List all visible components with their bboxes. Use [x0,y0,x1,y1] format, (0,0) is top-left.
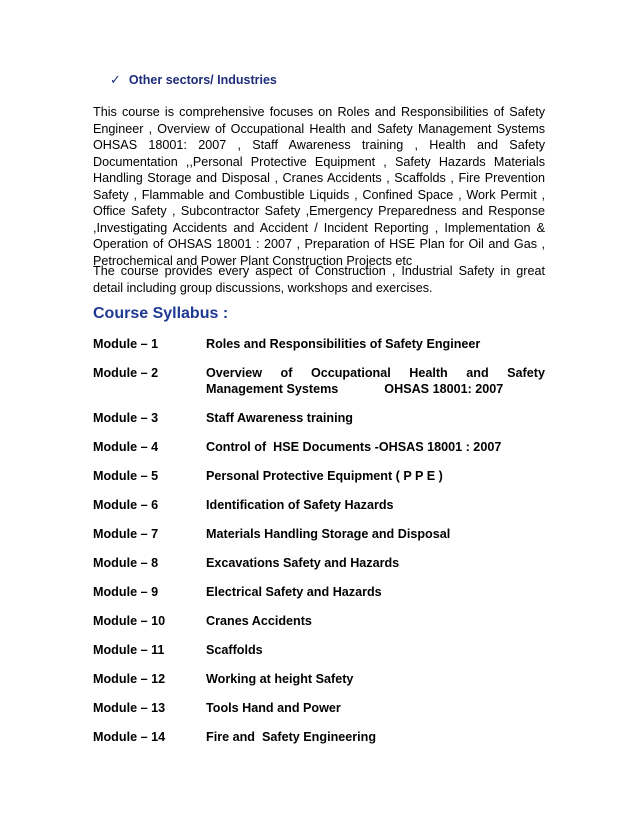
module-row [93,671,545,687]
module-row [93,700,545,716]
module-row [93,526,545,542]
module-number: Module – 3 [93,411,159,425]
module-title: Personal Protective Equipment ( P P E ) [206,469,443,483]
module-title: Scaffolds [206,643,263,657]
module-title: Control of HSE Documents -OHSAS 18001 : 2007 [206,440,502,454]
module-row [93,410,545,426]
module-title-part: Management Systems [206,382,339,396]
module-title [206,365,545,397]
module-title: Electrical Safety and Hazards [206,585,382,599]
module-number: Module – 10 [93,614,166,628]
module-number: Module – 2 [93,366,159,380]
module-title-part: OHSAS 18001: 2007 [384,382,504,396]
module-row [93,468,545,484]
intro-paragraph: This course is comprehensive focuses on Roles and Responsibilities of Safety Engineer , Overview of Occupational Health and Safety Management Systems OHSAS 18001: 2007 , Staff Awareness training , Health and Safety Documentation ,,Personal Protective Equipment , Safety Hazards Materials Handling Storage and Disposal , Cranes Accidents , Scaffolds , Fire Prevention Safety , Flammable and Combustible Liquids , Confined Space , Work Permit , Office Safety , Subcontractor Safety ,Emergency Preparedness and Response ,Investigating Accidents and Accident / Incident Reporting , Implementation & Operation of OHSAS 18001 : 2007 , Preparation of HSE Plan for Oil and Gas , Petrochemical and Power Plant Construction Projects etc [93,105,545,268]
module-title-word: of [280,366,293,380]
course-description-paragraph: The course provides every aspect of Construction , Industrial Safety in great detail including group discussions, workshops and exercises. [93,264,545,295]
module-row [93,365,545,397]
module-title: Staff Awareness training [206,411,353,425]
checkmark-icon: ✓ [110,72,121,87]
module-row [93,729,545,745]
sector-heading: Other sectors/ Industries [128,73,277,87]
module-title-word: Safety [507,366,545,380]
syllabus-heading: Course Syllabus : [93,305,229,322]
sector-bullet [110,72,277,88]
module-title: Materials Handling Storage and Disposal [206,527,451,541]
module-row [93,613,545,629]
module-list [93,336,545,758]
module-title-word: Health [409,366,448,380]
module-number: Module – 1 [93,337,159,351]
module-number: Module – 12 [93,672,166,686]
module-title: Excavations Safety and Hazards [206,556,400,570]
module-title: Roles and Responsibilities of Safety Engineer [206,337,481,351]
module-title: Tools Hand and Power [206,701,341,715]
module-row [93,584,545,600]
module-number: Module – 6 [93,498,159,512]
module-number: Module – 4 [93,440,159,454]
module-number: Module – 8 [93,556,159,570]
module-title: Identification of Safety Hazards [206,498,394,512]
module-number: Module – 5 [93,469,159,483]
module-row [93,555,545,571]
module-title-word: Overview [206,366,263,380]
module-number: Module – 13 [93,701,166,715]
module-number: Module – 14 [93,730,166,744]
module-title: Fire and Safety Engineering [206,730,377,744]
module-row [93,642,545,658]
module-number: Module – 9 [93,585,159,599]
module-row [93,497,545,513]
module-title-word: and [466,366,489,380]
module-title-line1 [206,365,545,381]
module-title-word: Occupational [310,366,391,380]
module-number: Module – 11 [93,643,165,657]
module-title: Cranes Accidents [206,614,312,628]
module-row [93,336,545,352]
module-number: Module – 7 [93,527,159,541]
module-title-line2 [206,381,545,397]
module-row [93,439,545,455]
module-title: Working at height Safety [206,672,354,686]
